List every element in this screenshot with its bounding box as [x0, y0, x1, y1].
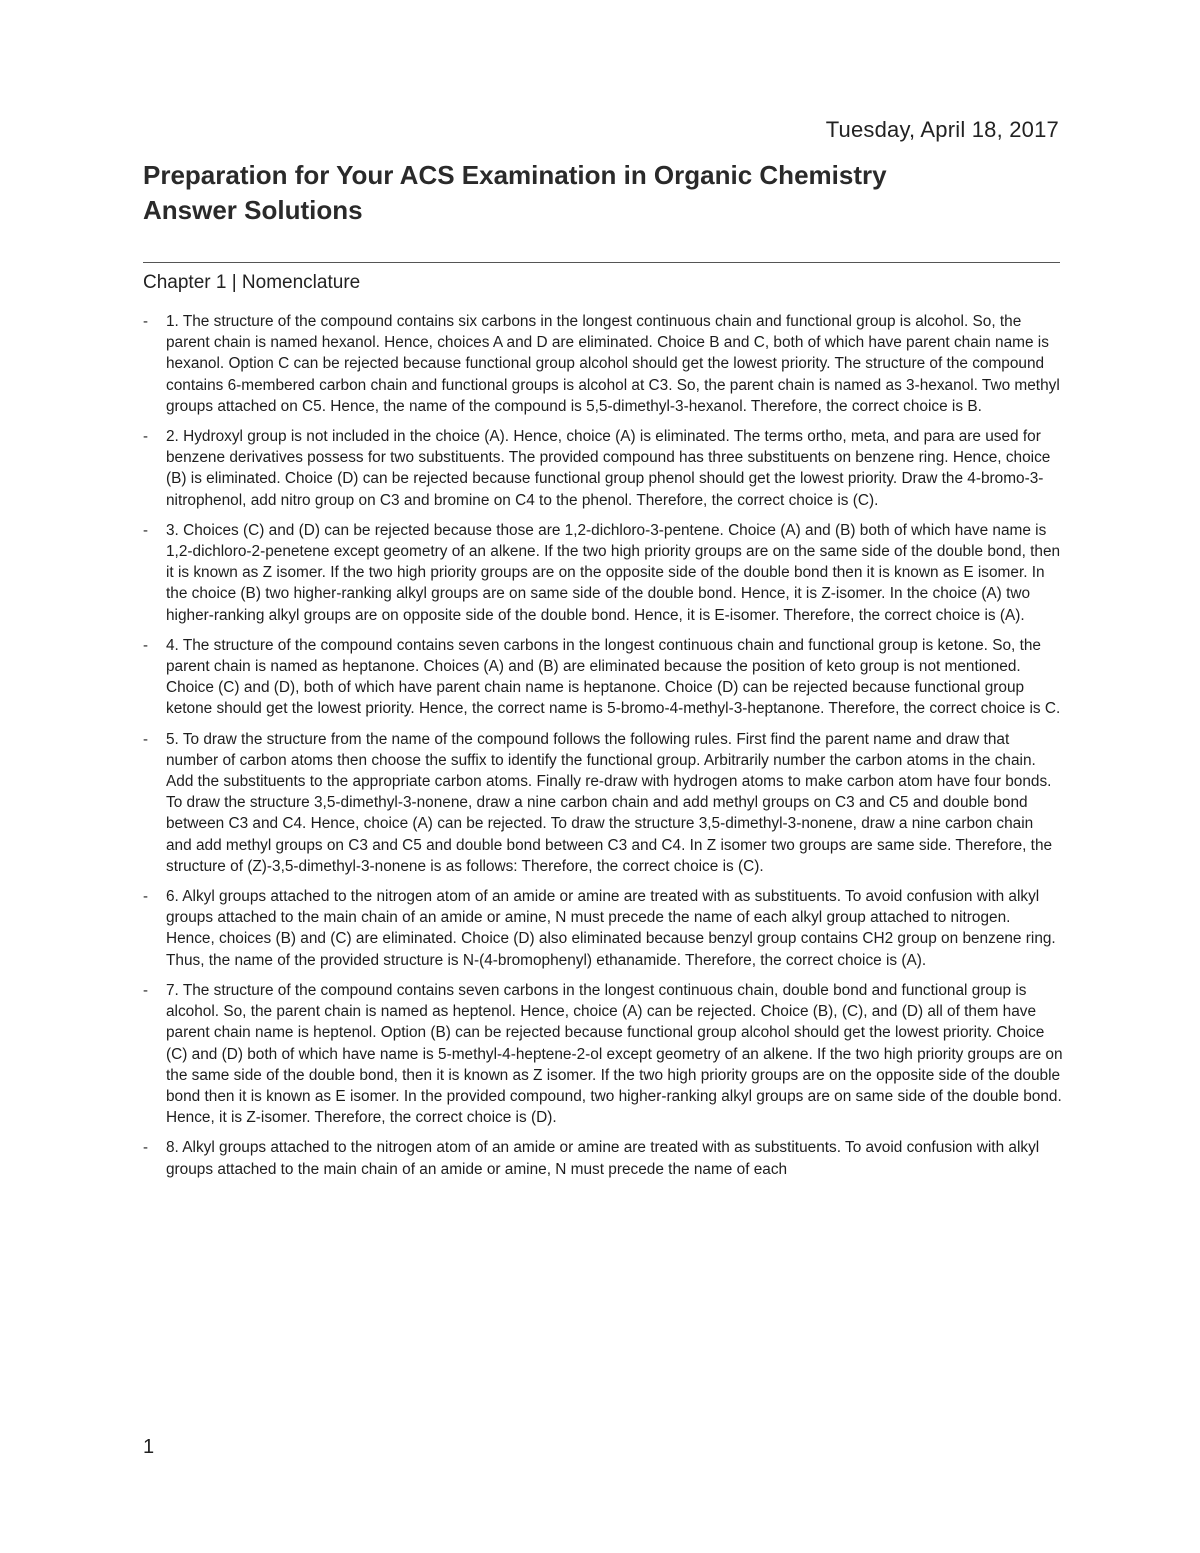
- list-bullet: -: [143, 981, 148, 999]
- answer-item-2: [143, 426, 1063, 511]
- answer-item-4: [143, 635, 1063, 720]
- page-number: 1: [143, 1436, 155, 1458]
- answer-text: 5. To draw the structure from the name of the compound follows the following rules. First find the parent name and draw that number of carbon atoms then choose the suffix to identify the functional group. Arbitrarily number the carbon atoms in the chain. Add the substituents to the appropriate carbon atoms. Finally re-draw with hydrogen atoms to make carbon atom have four bonds. To draw the structure 3,5-dimethyl-3-nonene, draw a nine carbon chain and add methyl groups on C3 and C5 and double bond between C3 and C4. Hence, choice (A) can be rejected. To draw the structure 3,5-dimethyl-3-nonene, draw a nine carbon chain and add methyl groups on C3 and C5 and double bond between C3 and C4. In Z isomer two groups are same side. Therefore, the structure of (Z)-3,5-dimethyl-3-nonene is as follows: Therefore, the correct choice is (C).: [166, 730, 1053, 875]
- title-line-1: Preparation for Your ACS Examination in Organic Chemistry: [143, 160, 887, 190]
- list-bullet: -: [143, 730, 148, 748]
- list-bullet: -: [143, 521, 148, 539]
- list-bullet: -: [143, 888, 148, 906]
- list-bullet: -: [143, 428, 148, 446]
- title-line-2: Answer Solutions: [143, 195, 363, 225]
- answer-text: 7. The structure of the compound contains seven carbons in the longest continuous chain, double bond and functional group is alcohol. So, the parent chain is named as heptenol. Hence, choice (A) can be rejected. Choice (B), (C), and (D) all of them have parent chain name is heptenol. Option (B) can be rejected because functional group alcohol should get the lowest priority. Choice (C) and (D) both of which have name is 5-methyl-4-heptene-2-ol except geometry of an alkene. If the two high priority groups are on the same side of the double bond, then it is known as Z isomer. If the two high priority groups are on the opposite side of the double bond then it is known as E isomer. In the provided compound, two higher-ranking alkyl groups are on same side of the double bond. Hence, it is Z-isomer. Therefore, the correct choice is (D).: [166, 981, 1063, 1127]
- document-title: [143, 158, 1073, 228]
- document-date: Tuesday, April 18, 2017: [825, 117, 1059, 142]
- answer-text: 8. Alkyl groups attached to the nitrogen atom of an amide or amine are treated with as substituents. To avoid confusion with alkyl groups attached to the main chain of an amide or amine, N must precede the name of each: [166, 1139, 1040, 1178]
- answer-item-7: [143, 980, 1063, 1128]
- answer-text: 3. Choices (C) and (D) can be rejected because those are 1,2-dichloro-3-pentene. Choice (A) and (B) both of which have name is 1,2-dichloro-2-penetene except geometry of an alkene. If the two high priority groups are on the same side of the double bond, then it is known as Z isomer. If the two high priority groups are on the opposite side of the double bond then it is known as E isomer. In the choice (B) two higher-ranking alkyl groups are on same side of the double bond. Hence, it is Z-isomer. In the choice (A) two higher-ranking alkyl groups are on opposite side of the double bond. Hence, it is E-isomer. Therefore, the correct choice is (A).: [166, 521, 1061, 624]
- answer-text: 4. The structure of the compound contains seven carbons in the longest continuous chain and functional group is ketone. So, the parent chain is named as heptanone. Choices (A) and (B) are eliminated because the position of keto group is not mentioned. Choice (C) and (D), both of which have parent chain name is heptanone. Choice (D) can be rejected because functional group ketone should get the lowest priority. Hence, the correct name is 5-bromo-4-methyl-3-heptanone. Therefore, the correct choice is C.: [166, 636, 1061, 718]
- answer-item-3: [143, 520, 1063, 626]
- list-bullet: -: [143, 636, 148, 654]
- answer-item-5: [143, 729, 1063, 877]
- chapter-heading: Chapter 1 | Nomenclature: [143, 272, 361, 293]
- answer-text: 6. Alkyl groups attached to the nitrogen atom of an amide or amine are treated with as substituents. To avoid confusion with alkyl groups attached to the main chain of an amide or amine, N must precede the name of each alkyl group attached to nitrogen. Hence, choices (B) and (C) are eliminated. Choice (D) also eliminated because benzyl group contains CH2 group on benzene ring. Thus, the name of the provided structure is N-(4-bromophenyl) ethanamide. Therefore, the correct choice is (A).: [166, 888, 1056, 969]
- answer-text: 1. The structure of the compound contains six carbons in the longest continuous chain and functional group is alcohol. So, the parent chain is named hexanol. Hence, choices A and D are eliminated. Choice B and C, both of which have parent chain name is hexanol. Option C can be rejected because functional group alcohol should get the lowest priority. The structure of the compound contains 6-membered carbon chain and functional groups is alcohol at C3. So, the parent chain is named as 3-hexanol. Two methyl groups attached on C5. Hence, the name of the compound is 5,5-dimethyl-3-hexanol. Therefore, the correct choice is B.: [166, 313, 1060, 415]
- answer-text: 2. Hydroxyl group is not included in the choice (A). Hence, choice (A) is eliminated. The terms ortho, meta, and para are used for benzene derivatives possess for two substituents. The provided compound has three substituents on benzene ring. Hence, choice (B) is eliminated. Choice (D) can be rejected because functional group phenol should get the lowest priority. Draw the 4-bromo-3-nitrophenol, add nitro group on C3 and bromine on C4 to the phenol. Therefore, the correct choice is (C).: [166, 428, 1051, 509]
- title-divider: [143, 262, 1060, 263]
- answer-item-8: [143, 1137, 1063, 1179]
- answer-item-1: [143, 311, 1063, 417]
- answer-item-6: [143, 886, 1063, 971]
- list-bullet: -: [143, 1139, 148, 1157]
- list-bullet: -: [143, 313, 148, 330]
- answer-list: [143, 311, 1063, 1180]
